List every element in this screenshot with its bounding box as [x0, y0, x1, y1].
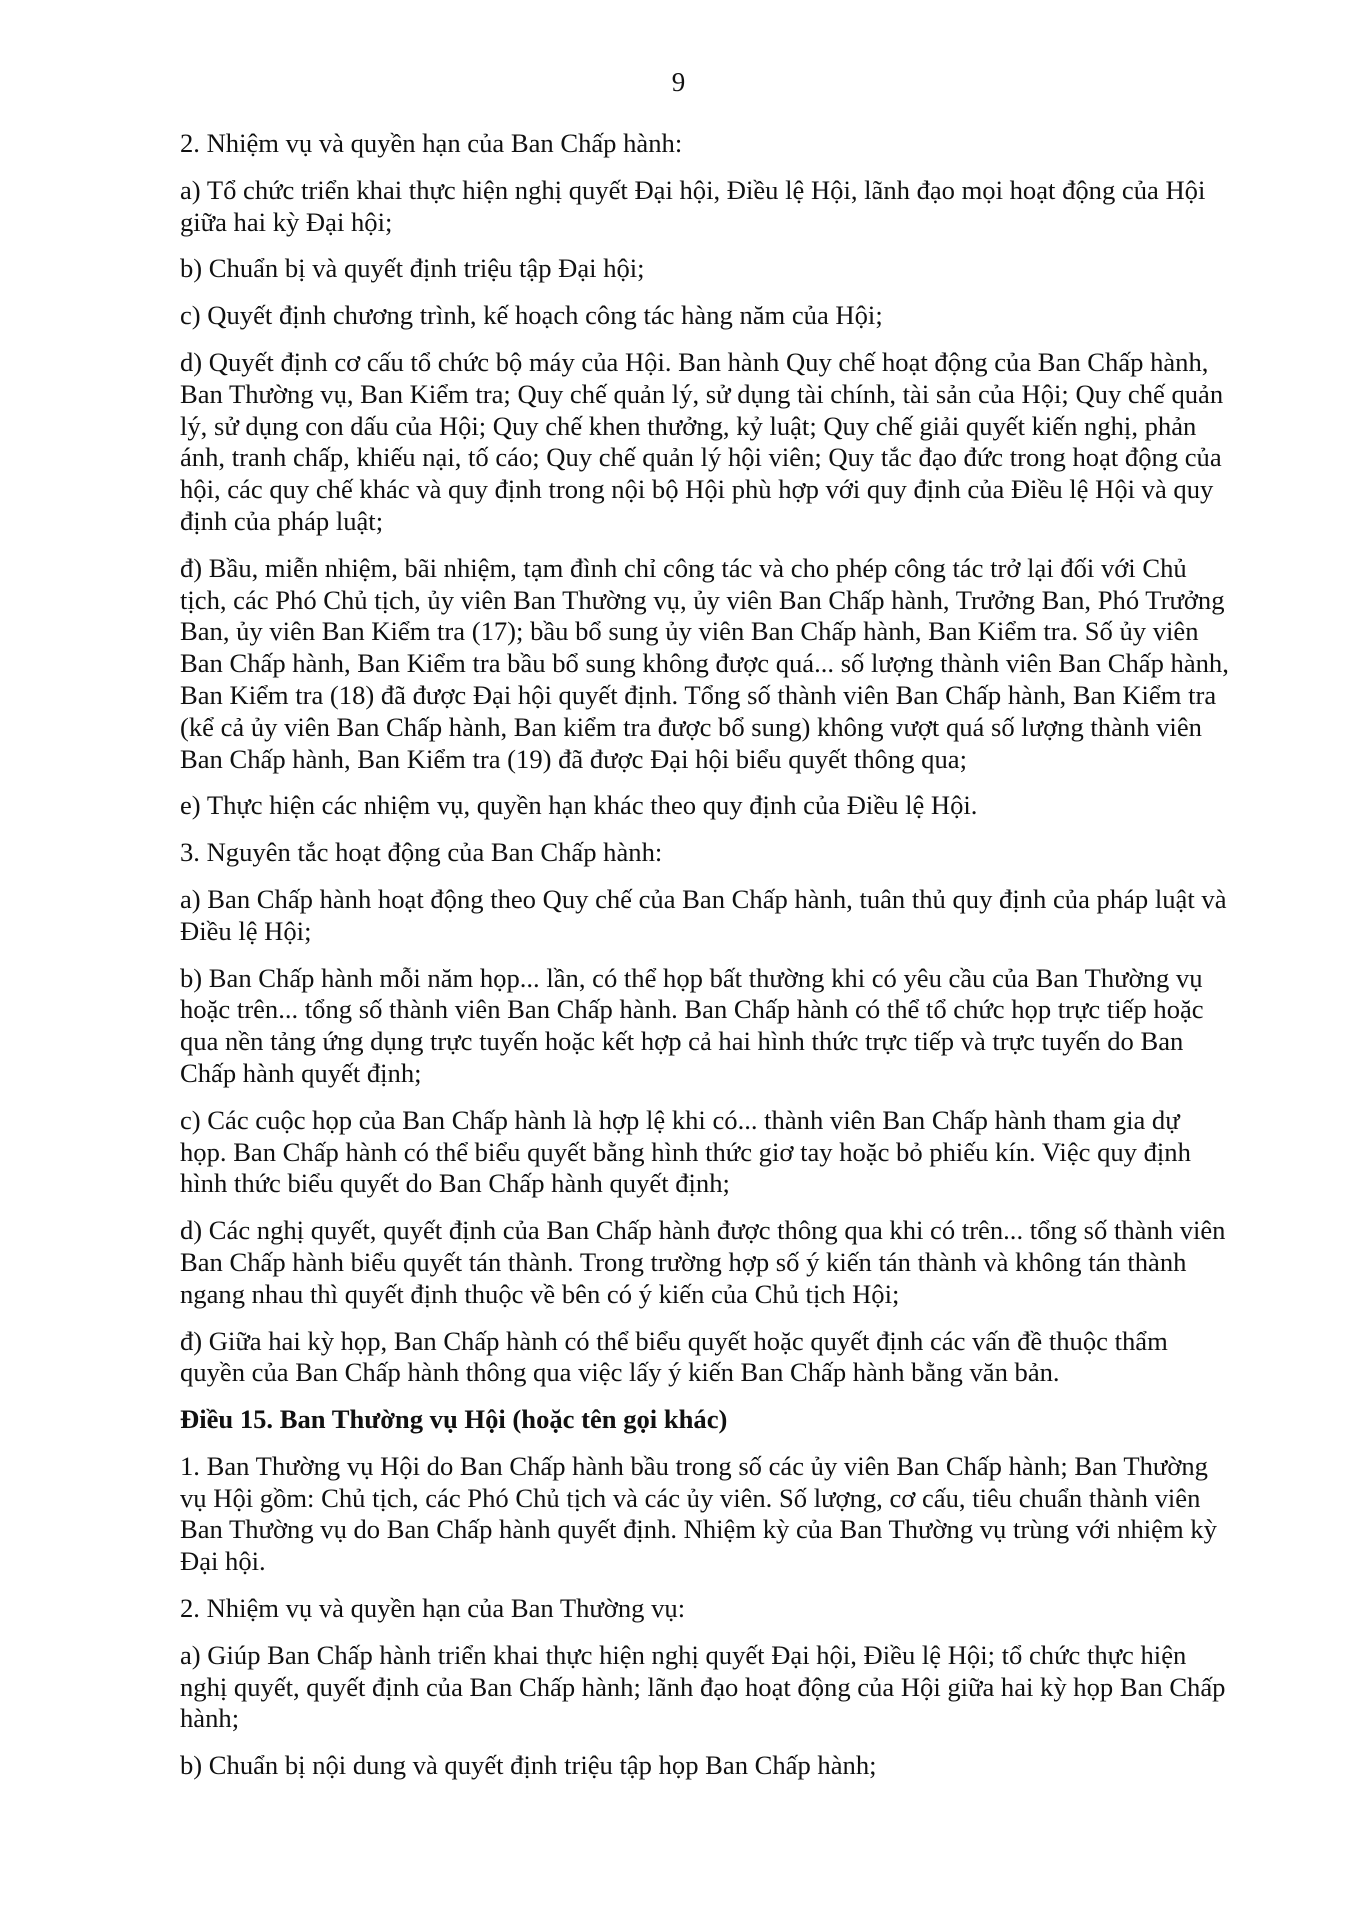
paragraph: a) Tổ chức triển khai thực hiện nghị quyết Đại hội, Điều lệ Hội, lãnh đạo mọi hoạt động của Hội giữa hai kỳ Đại hội; [180, 174, 1206, 237]
paragraph: c) Các cuộc họp của Ban Chấp hành là hợp lệ khi có... thành viên Ban Chấp hành tham gia dự họp. Ban Chấp hành có thể biểu quyết bằng hình thức giơ tay hoặc bỏ phiếu kín. Việc quy định hình thức biểu quyết do Ban Chấp hành quyết định; [180, 1104, 1191, 1199]
paragraph: đ) Giữa hai kỳ họp, Ban Chấp hành có thể biểu quyết hoặc quyết định các vấn đề thuộc thẩm quyền của Ban Chấp hành thông qua việc lấy ý kiến Ban Chấp hành bằng văn bản. [180, 1325, 1168, 1388]
page-number: 9 [671, 67, 686, 97]
document-body [180, 128, 1230, 1797]
paragraph: a) Ban Chấp hành hoạt động theo Quy chế của Ban Chấp hành, tuân thủ quy định của pháp luật và Điều lệ Hội; [180, 883, 1227, 946]
paragraph: 2. Nhiệm vụ và quyền hạn của Ban Chấp hành: [180, 128, 683, 158]
paragraph: 2. Nhiệm vụ và quyền hạn của Ban Thường vụ: [180, 1593, 686, 1624]
paragraph: d) Các nghị quyết, quyết định của Ban Chấp hành được thông qua khi có trên... tổng số thành viên Ban Chấp hành biểu quyết tán thành. Trong trường hợp số ý kiến tán thành và không tán thành ngang nhau thì quyết định thuộc về bên có ý kiến của Chủ tịch Hội; [180, 1215, 1226, 1309]
paragraph: 1. Ban Thường vụ Hội do Ban Chấp hành bầu trong số các ủy viên Ban Chấp hành; Ban Thường vụ Hội gồm: Chủ tịch, các Phó Chủ tịch và các ủy viên. Số lượng, cơ cấu, tiêu chuẩn thành viên Ban Thường vụ do Ban Chấp hành quyết định. Nhiệm kỳ của Ban Thường vụ trùng với nhiệm kỳ Đại hội. [180, 1450, 1217, 1577]
article-heading: Điều 15. Ban Thường vụ Hội (hoặc tên gọi khác) [180, 1404, 728, 1435]
paragraph: 3. Nguyên tắc hoạt động của Ban Chấp hành: [180, 837, 663, 868]
paragraph: a) Giúp Ban Chấp hành triển khai thực hiện nghị quyết Đại hội, Điều lệ Hội; tổ chức thực hiện nghị quyết, quyết định của Ban Chấp hành; lãnh đạo hoạt động của Hội giữa hai kỳ họp Ban Chấp hành; [180, 1639, 1226, 1734]
paragraph: b) Chuẩn bị và quyết định triệu tập Đại hội; [180, 253, 645, 284]
paragraph: d) Quyết định cơ cấu tổ chức bộ máy của Hội. Ban hành Quy chế hoạt động của Ban Chấp hành, Ban Thường vụ, Ban Kiểm tra; Quy chế quản lý, sử dụng tài chính, tài sản của Hội; Quy chế quản lý, sử dụng con dấu của Hội; Quy chế khen thưởng, kỷ luật; Quy chế giải quyết kiến nghị, phản ánh, tranh chấp, khiếu nại, tố cáo; Quy chế quản lý hội viên; Quy tắc đạo đức trong hoạt động của hội, các quy chế khác và quy định trong nội bộ Hội phù hợp với quy định của Điều lệ Hội và quy định của pháp luật; [180, 346, 1224, 536]
paragraph: b) Chuẩn bị nội dung và quyết định triệu tập họp Ban Chấp hành; [180, 1750, 877, 1781]
paragraph: e) Thực hiện các nhiệm vụ, quyền hạn khác theo quy định của Điều lệ Hội. [180, 790, 978, 821]
paragraph: đ) Bầu, miễn nhiệm, bãi nhiệm, tạm đình chỉ công tác và cho phép công tác trở lại đối với Chủ tịch, các Phó Chủ tịch, ủy viên Ban Thường vụ, ủy viên Ban Chấp hành, Trưởng Ban, Phó Trưởng Ban, ủy viên Ban Kiểm tra (17); bầu bổ sung ủy viên Ban Chấp hành, Ban Kiểm tra. Số ủy viên Ban Chấp hành, Ban Kiểm tra bầu bổ sung không được quá... số lượng thành viên Ban Chấp hành, Ban Kiểm tra (18) đã được Đại hội quyết định. Tổng số thành viên Ban Chấp hành, Ban Kiểm tra (kể cả ủy viên Ban Chấp hành, Ban kiểm tra được bổ sung) không vượt quá số lượng thành viên Ban Chấp hành, Ban Kiểm tra (19) đã được Đại hội biểu quyết thông qua; [180, 552, 1229, 774]
paragraph: c) Quyết định chương trình, kế hoạch công tác hàng năm của Hội; [180, 300, 883, 331]
paragraph: b) Ban Chấp hành mỗi năm họp... lần, có thể họp bất thường khi có yêu cầu của Ban Thường vụ hoặc trên... tổng số thành viên Ban Chấp hành. Ban Chấp hành có thể tổ chức họp trực tiếp hoặc qua nền tảng ứng dụng trực tuyến hoặc kết hợp cả hai hình thức trực tiếp và trực tuyến do Ban Chấp hành quyết định; [180, 962, 1204, 1088]
